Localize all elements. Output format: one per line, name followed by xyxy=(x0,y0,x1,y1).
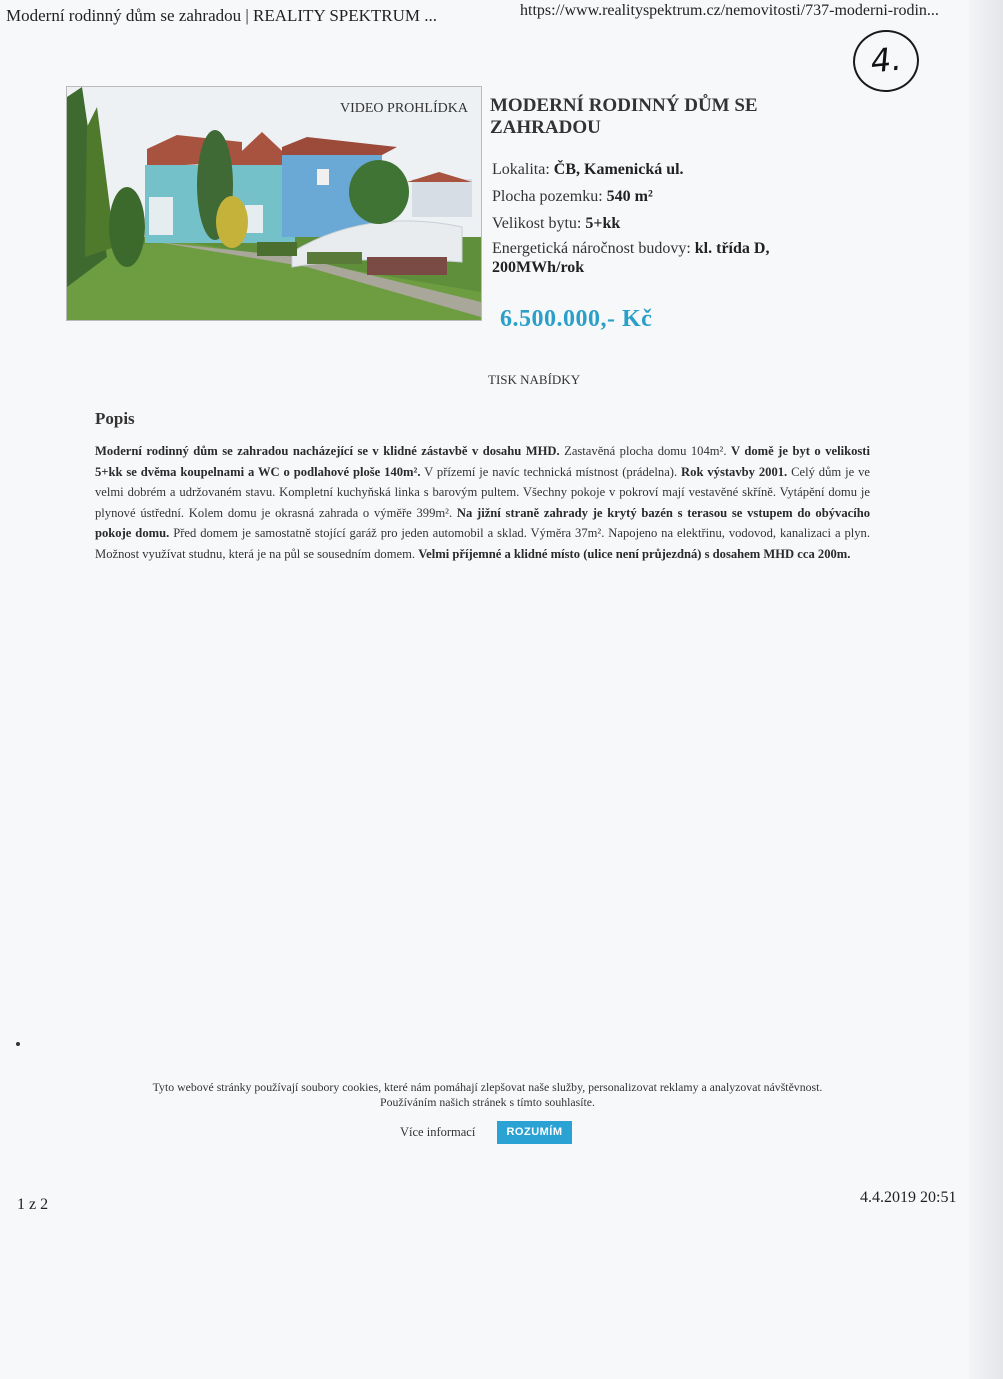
attribute-value: 540 m² xyxy=(606,188,653,205)
house-photo-illustration xyxy=(67,87,481,320)
print-page-counter: 1 z 2 xyxy=(17,1196,49,1213)
property-photo[interactable] xyxy=(66,86,482,321)
handwritten-page-number: 4. xyxy=(850,27,922,96)
description-text xyxy=(95,441,870,564)
cookie-more-info-link[interactable]: Více informací xyxy=(400,1125,476,1139)
attribute-energy-rating xyxy=(492,239,822,277)
attribute-flat-size xyxy=(492,214,620,233)
description-part: V přízemí je navíc technická místnost (prádelna). xyxy=(420,464,682,479)
attribute-label: Plocha pozemku: xyxy=(492,188,603,205)
description-part: Celý dům je ve velmi dobrém a udržovaném stavu. Kompletní kuchyňská linka s barovým pultem. Všechny pokoje v pokroví mají vestavěné skříně. Vytápění domu je plynové ústřední. Kolem domu je okrasná zahrada o výměře 399m². xyxy=(95,464,870,520)
print-offer-link[interactable]: TISK NABÍDKY xyxy=(488,372,581,387)
description-heading: Popis xyxy=(95,409,135,428)
description-part: Před domem je samostatně stojící garáž pro jeden automobil a sklad. Výměra 37m². Napojeno na elektřinu, vodovod, kanalizaci a plyn. Možnost využívat studnu, která je na půl se sousedním domem. xyxy=(95,526,870,561)
description-part: Na jižní straně zahrady je krytý bazén s terasou se vstupem do obývacího pokoje domu. xyxy=(95,505,870,540)
cookie-notice-line: Používáním našich stránek s tímto souhlasíte. xyxy=(380,1095,595,1109)
cookie-notice-line: Tyto webové stránky používají soubory cookies, které nám pomáhají zlepšovat naše služby, personalizovat reklamy a analyzovat návštěvnost. xyxy=(152,1080,823,1094)
listing-title: MODERNÍ RODINNÝ DŮM SE ZAHRADOU xyxy=(490,95,758,138)
description-part: Rok výstavby 2001. xyxy=(681,464,788,479)
description-part: V domě je byt o velikosti 5+kk se dvěma koupelnami a WC o podlahové ploše 140m². xyxy=(95,444,870,479)
description-part: Moderní rodinný dům se zahradou nacházející se v klidné zástavbě v dosahu MHD. xyxy=(95,444,560,458)
attribute-value: ČB, Kamenická ul. xyxy=(553,161,684,178)
description-part: Velmi příjemné a klidné místo (ulice není průjezdná) s dosahem MHD cca 200m. xyxy=(418,546,851,561)
listing-price: 6.500.000,- Kč xyxy=(500,306,653,332)
paper-edge-shadow xyxy=(969,0,1003,1379)
cookie-notice-text xyxy=(100,1080,875,1110)
description-part: Zastavěná plocha domu 104m². xyxy=(559,444,731,458)
attribute-value: 5+kk xyxy=(585,215,621,232)
video-tour-link[interactable]: VIDEO PROHLÍDKA xyxy=(340,101,468,116)
attribute-plot-area xyxy=(492,187,653,206)
attribute-label: Lokalita: xyxy=(492,161,550,178)
print-page-url: https://www.realityspektrum.cz/nemovitosti/737-moderni-rodin... xyxy=(520,2,939,19)
cookie-accept-button[interactable]: ROZUMÍM xyxy=(497,1121,572,1144)
attribute-label: Energetická náročnost budovy: xyxy=(492,240,691,257)
attribute-location xyxy=(492,160,684,179)
print-timestamp: 4.4.2019 20:51 xyxy=(860,1189,957,1206)
print-page-title: Moderní rodinný dům se zahradou | REALITY SPEKTRUM ... xyxy=(6,6,438,25)
attribute-label: Velikost bytu: xyxy=(492,215,582,232)
attribute-value: kl. třída D, 200MWh/rok xyxy=(492,240,770,276)
stray-dot-mark xyxy=(16,1042,20,1046)
